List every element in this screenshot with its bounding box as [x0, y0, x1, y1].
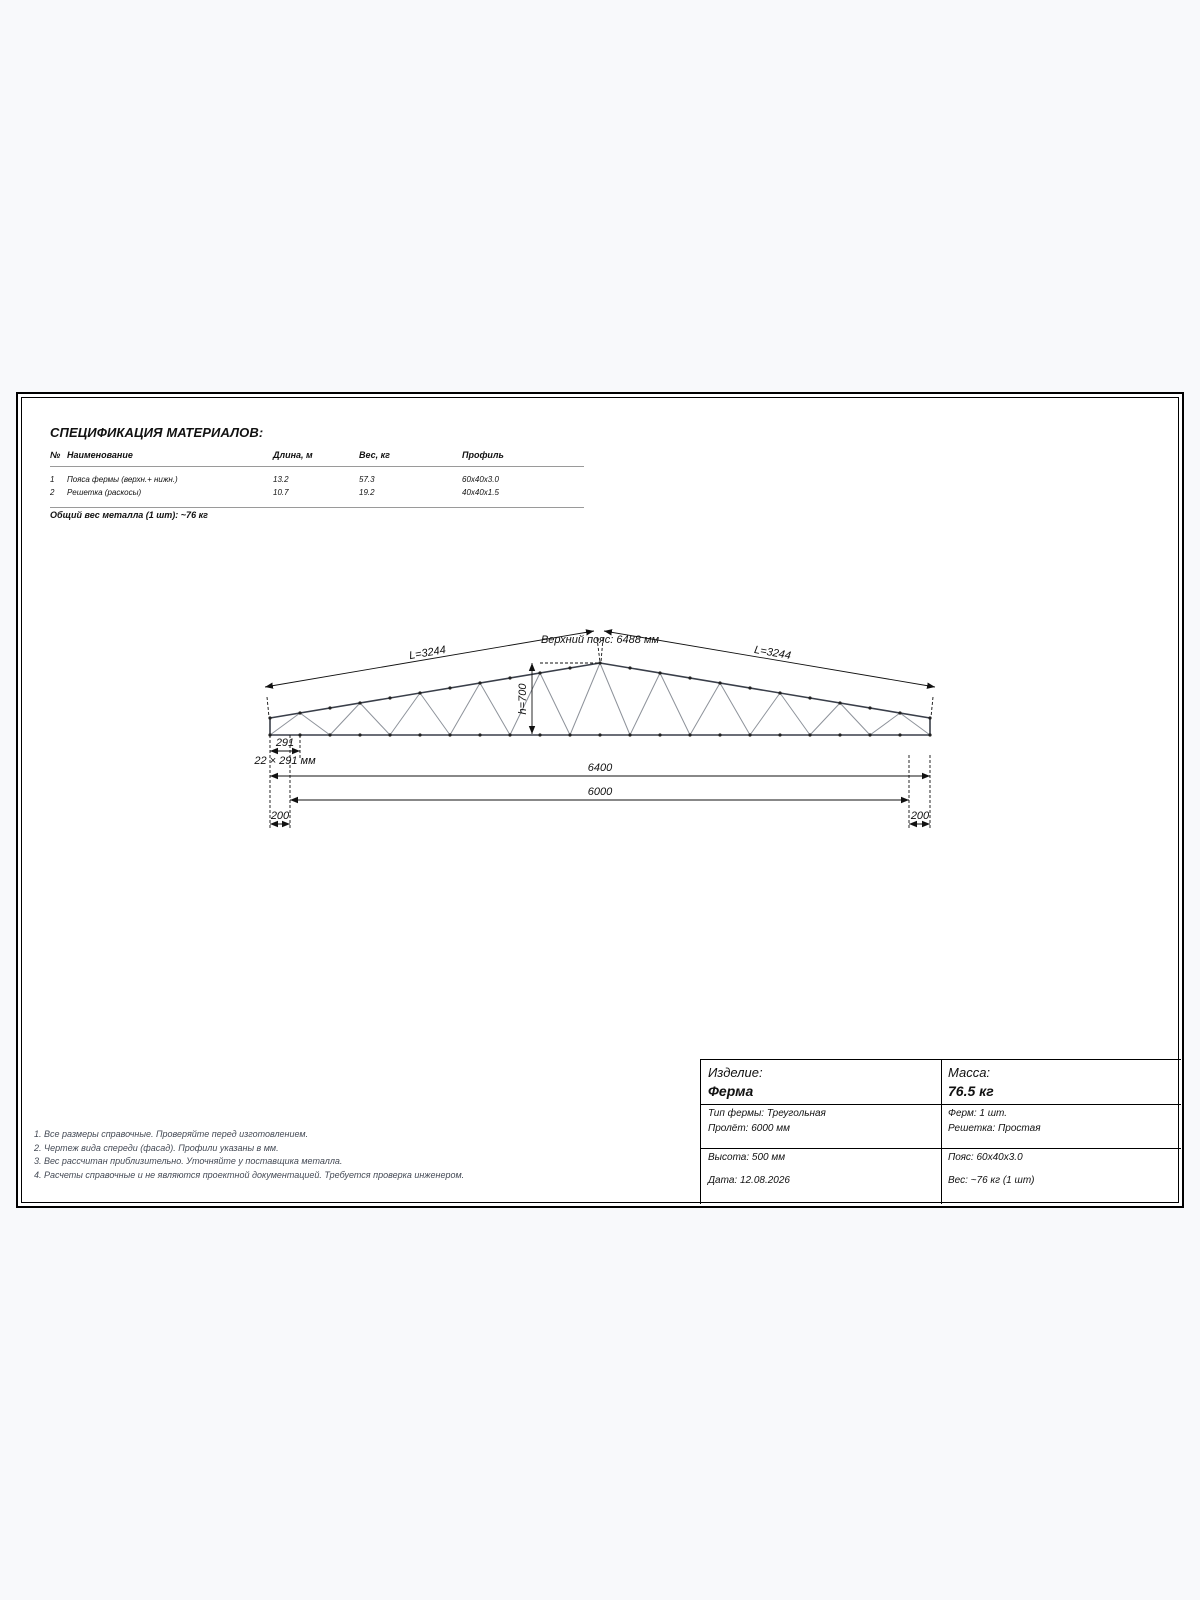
spec-total: Общий вес металла (1 шт): ~76 кг [50, 510, 208, 520]
weight-value: Вес: ~76 кг (1 шт) [948, 1175, 1035, 1186]
row-profile: 40x40x1.5 [462, 488, 499, 497]
top-node [598, 661, 601, 664]
web-diagonal [570, 663, 600, 735]
product-label: Изделие: [708, 1065, 763, 1080]
bottom-node [448, 733, 451, 736]
note-3: 3. Вес рассчитан приблизительно. Уточняйте у поставщика металла. [34, 1156, 343, 1167]
chord-profile: Пояс: 60x40x3.0 [948, 1152, 1023, 1163]
row-profile: 60x40x3.0 [462, 475, 499, 484]
web-diagonal [690, 683, 720, 735]
web-diagonal [540, 673, 570, 735]
bottom-node [658, 733, 661, 736]
web-diagonal [450, 683, 480, 735]
left-overhang-label: 200 [270, 810, 290, 822]
spec-col-name: Наименование [67, 450, 133, 460]
bottom-node [718, 733, 721, 736]
row-length: 13.2 [273, 475, 289, 484]
product-value: Ферма [708, 1083, 754, 1099]
top-node [748, 686, 751, 689]
panel-count-label: 22 × 291 мм [254, 755, 316, 767]
top-chord-left [270, 663, 600, 718]
spec-col-profile: Профиль [462, 450, 504, 460]
top-node [268, 716, 271, 719]
note-4: 4. Расчеты справочные и не являются проектной документацией. Требуется проверка инженером. [34, 1169, 465, 1180]
spec-col-num: № [50, 450, 61, 460]
truss-web [270, 663, 930, 735]
span-value: Пролёт: 6000 мм [708, 1123, 790, 1134]
panel-label: 291 [275, 737, 295, 749]
bottom-node [688, 733, 691, 736]
bottom-node [418, 733, 421, 736]
dimension-labels [253, 634, 930, 822]
bottom-node [388, 733, 391, 736]
top-node [418, 691, 421, 694]
web-diagonal [600, 663, 630, 735]
bottom-node [748, 733, 751, 736]
lattice-type: Решетка: Простая [948, 1123, 1041, 1134]
top-node [538, 671, 541, 674]
bottom-node [928, 733, 931, 736]
top-node [478, 681, 481, 684]
web-diagonal [660, 673, 690, 735]
bottom-node [838, 733, 841, 736]
web-diagonal [810, 703, 840, 735]
top-node [448, 686, 451, 689]
web-diagonal [420, 693, 450, 735]
top-node [568, 666, 571, 669]
bottom-node [778, 733, 781, 736]
bottom-node [508, 733, 511, 736]
web-diagonal [300, 713, 330, 735]
mass-value: 76.5 кг [948, 1083, 994, 1099]
top-node [628, 666, 631, 669]
web-diagonal [480, 683, 510, 735]
top-node [928, 716, 931, 719]
top-node [868, 706, 871, 709]
top-node [508, 676, 511, 679]
bottom-node [358, 733, 361, 736]
spec-title: СПЕЦИФИКАЦИЯ МАТЕРИАЛОВ: [50, 425, 264, 440]
top-node [778, 691, 781, 694]
span-label: 6000 [587, 786, 613, 798]
left-extension [267, 697, 269, 717]
note-1: 1. Все размеры справочные. Проверяйте перед изготовлением. [34, 1129, 309, 1139]
web-diagonal [720, 683, 750, 735]
truss-chords [270, 663, 930, 735]
title-block [700, 1059, 1181, 1204]
dimension-lines [265, 631, 935, 830]
height-label: h=700 [517, 683, 529, 715]
bottom-node [808, 733, 811, 736]
title-block-rule [701, 1148, 1181, 1149]
bottom-node [898, 733, 901, 736]
title-block-rule [701, 1104, 1181, 1105]
bottom-node [538, 733, 541, 736]
top-node [838, 701, 841, 704]
bottom-node [478, 733, 481, 736]
top-node [328, 706, 331, 709]
bottom-node [598, 733, 601, 736]
top-node [808, 696, 811, 699]
web-diagonal [390, 693, 420, 735]
top-chord-label: Верхний пояс: 6488 мм [540, 634, 660, 646]
top-node [898, 711, 901, 714]
bottom-node [568, 733, 571, 736]
drawing-notes [34, 1128, 464, 1182]
top-node [718, 681, 721, 684]
overall-label: 6400 [587, 762, 613, 774]
spec-col-length: Длина, м [273, 450, 313, 460]
right-chord-label: L=3244 [753, 644, 792, 663]
spec-col-weight: Вес, кг [359, 450, 390, 460]
web-diagonal [360, 703, 390, 735]
row-num: 1 [50, 475, 55, 484]
top-node [358, 701, 361, 704]
bottom-node [328, 733, 331, 736]
bottom-node [868, 733, 871, 736]
truss-count: Ферм: 1 шт. [948, 1108, 1008, 1119]
title-block-divider [941, 1060, 942, 1204]
top-node [688, 676, 691, 679]
row-name: Решетка (раскосы) [67, 488, 142, 497]
row-weight: 19.2 [359, 488, 375, 497]
web-diagonal [630, 673, 660, 735]
truss-type: Тип фермы: Треугольная [708, 1108, 826, 1119]
height-value: Высота: 500 мм [708, 1152, 786, 1163]
web-diagonal [780, 693, 810, 735]
row-weight: 57.3 [359, 475, 375, 484]
right-overhang-label: 200 [910, 810, 930, 822]
row-name: Пояса фермы (верхн.+ нижн.) [67, 475, 178, 484]
top-node [658, 671, 661, 674]
row-length: 10.7 [273, 488, 289, 497]
date-value: Дата: 12.08.2026 [708, 1175, 790, 1186]
top-node [388, 696, 391, 699]
left-chord-label: L=3244 [408, 644, 447, 663]
top-chord-right [600, 663, 930, 718]
right-extension [931, 697, 933, 717]
row-num: 2 [50, 488, 55, 497]
web-diagonal [870, 713, 900, 735]
bottom-node [628, 733, 631, 736]
note-2: 2. Чертеж вида спереди (фасад). Профили указаны в мм. [34, 1142, 279, 1153]
mass-label: Масса: [948, 1065, 991, 1080]
truss-nodes [268, 661, 931, 736]
web-diagonal [750, 693, 780, 735]
top-node [298, 711, 301, 714]
